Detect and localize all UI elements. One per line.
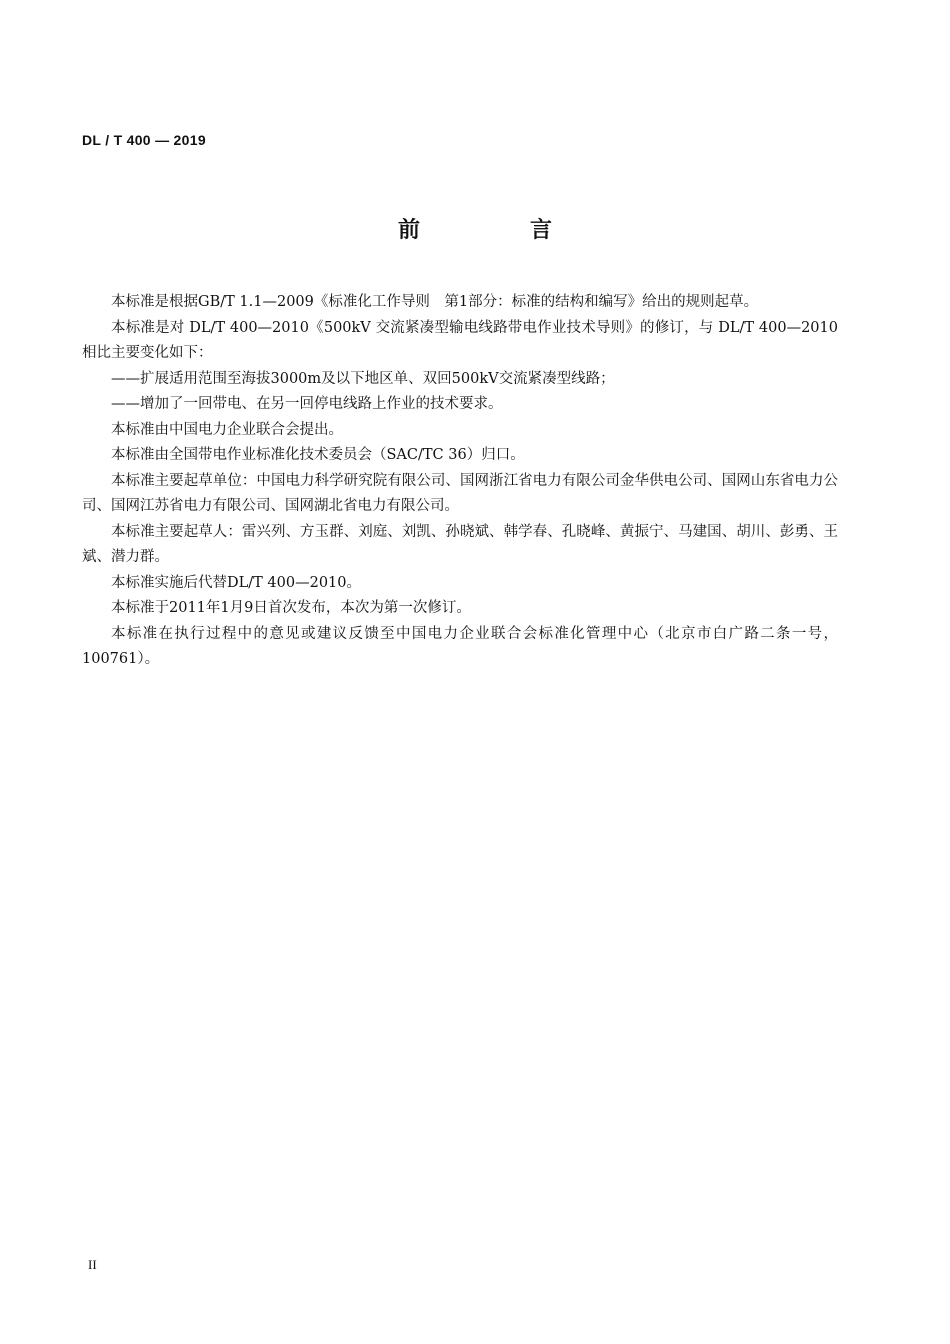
standard-code: DL / T 400 — 2019: [82, 132, 206, 148]
paragraph: 本标准主要起草单位：中国电力科学研究院有限公司、国网浙江省电力有限公司金华供电公司、国网山东省电力公司、国网江苏省电力有限公司、国网湖北省电力有限公司。: [82, 472, 838, 514]
list-item: ——增加了一回带电、在另一回停电线路上作业的技术要求。: [111, 396, 503, 412]
paragraph: 本标准由全国带电作业标准化技术委员会（SAC/TC 36）归口。: [111, 447, 525, 463]
page-title: 前 言: [397, 218, 596, 243]
page-number: II: [88, 1257, 97, 1272]
list-item: ——扩展适用范围至海拔3000m及以下地区单、双回500kV交流紧凑型线路；: [111, 370, 615, 387]
paragraph: 本标准于2011年1月9日首次发布，本次为第一次修订。: [111, 600, 471, 616]
paragraph: 本标准主要起草人：雷兴列、方玉群、刘庭、刘凯、孙晓斌、韩学春、孔晓峰、黄振宁、马建国、胡川、彭勇、王斌、潜力群。: [82, 523, 838, 565]
foreword-body: [82, 290, 838, 673]
paragraph: 本标准实施后代替DL/T 400—2010。: [111, 574, 361, 591]
paragraph: 本标准由中国电力企业联合会提出。: [111, 421, 343, 438]
paragraph: 本标准是根据GB/T 1.1—2009《标准化工作导则 第1部分：标准的结构和编写》给出的规则起草。: [111, 294, 759, 310]
paragraph: 本标准在执行过程中的意见或建议反馈至中国电力企业联合会标准化管理中心（北京市白广路二条一号，100761）。: [82, 625, 838, 667]
paragraph: 本标准是对 DL/T 400—2010《500kV 交流紧凑型输电线路带电作业技术导则》的修订，与 DL/T 400—2010 相比主要变化如下：: [82, 319, 838, 361]
